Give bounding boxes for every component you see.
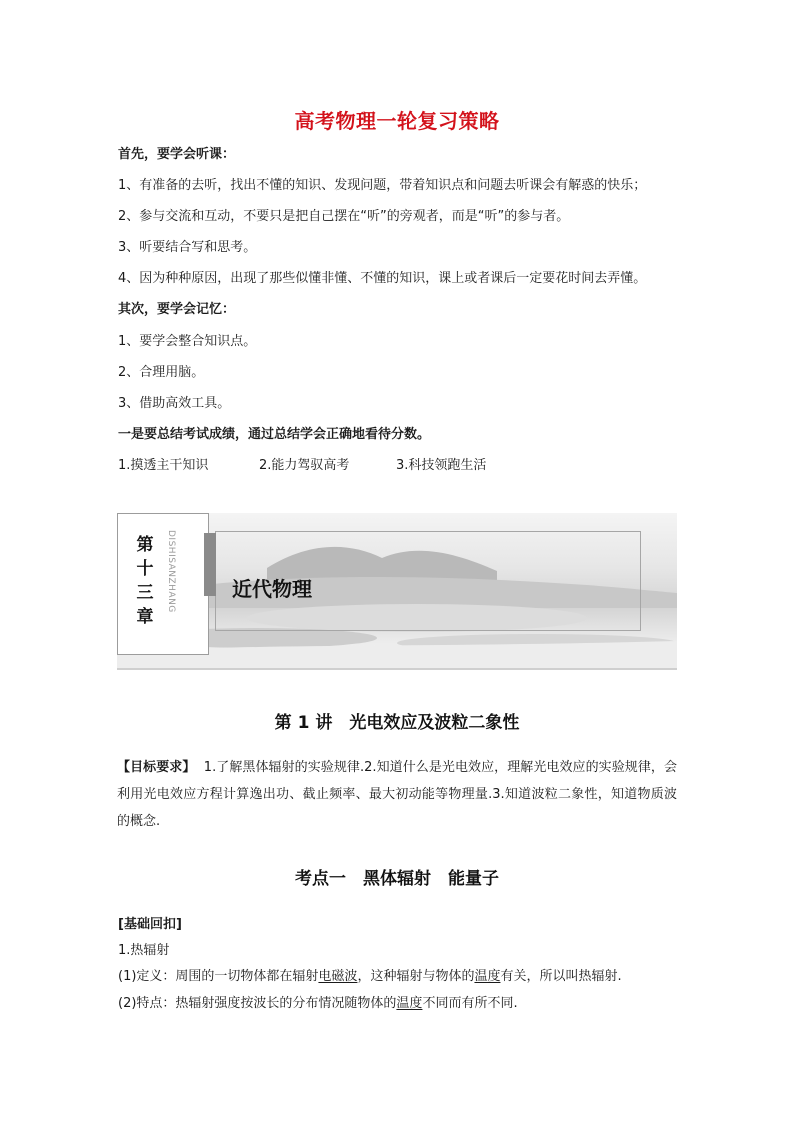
section1-item-1: 1、有准备的去听，找出不懂的知识、发现问题，带着知识点和问题去听课会有解惑的快乐； xyxy=(118,178,647,193)
summary-line: 一是要总结考试成绩，通过总结学会正确地看待分数。 xyxy=(118,427,431,442)
banner-divider xyxy=(117,668,677,670)
objectives-label: 【目标要求】 xyxy=(117,760,196,775)
section1-item-2: 2、参与交流和互动，不要只是把自己摆在“听”的旁观者，而是“听”的参与者。 xyxy=(118,209,570,224)
section1-heading: 首先，要学会听课： xyxy=(118,147,236,162)
chapter-accent-bar xyxy=(204,533,216,596)
basics-label: [基础回扣] xyxy=(118,917,182,932)
answer-blank-temperature-2: 温度 xyxy=(396,996,423,1011)
feature-line: (2)特点：热辐射强度按波长的分布情况随物体的温度不同而有所不同. xyxy=(118,996,518,1011)
topic-title: 考点一 黑体辐射 能量子 xyxy=(295,869,499,889)
section2-item-1: 1、要学会整合知识点。 xyxy=(118,334,257,349)
chapter-pinyin: DISHISANZHANG xyxy=(166,530,176,613)
section2-item-3: 3、借助高效工具。 xyxy=(118,396,231,411)
section2-heading: 其次，要学会记忆： xyxy=(118,302,236,317)
answer-blank-temperature: 温度 xyxy=(474,969,501,984)
section1-item-4: 4、因为种种原因，出现了那些似懂非懂、不懂的知识，课上或者课后一定要花时间去弄懂。 xyxy=(118,271,647,286)
chapter-number: 第 十 三 章 xyxy=(136,535,154,627)
tag-3: 3.科技领跑生活 xyxy=(396,458,487,473)
chapter-title: 近代物理 xyxy=(232,577,312,601)
document-title: 高考物理一轮复习策略 xyxy=(294,109,500,133)
tag-1: 1.摸透主干知识 xyxy=(118,458,209,473)
objectives-paragraph xyxy=(117,754,677,835)
objectives-text: 1.了解黑体辐射的实验规律.2.知道什么是光电效应，理解光电效应的实验规律，会利用光电效应方程计算逸出功、截止频率、最大初动能等物理量.3.知道波粒二象性，知道物质波的概念. xyxy=(117,760,677,829)
definition-line: (1)定义：周围的一切物体都在辐射电磁波，这种辐射与物体的温度有关，所以叫热辐射. xyxy=(118,969,622,984)
tag-2: 2.能力驾驭高考 xyxy=(259,458,350,473)
answer-blank-em-wave: 电磁波 xyxy=(318,969,358,984)
lecture-title: 第 1 讲 光电效应及波粒二象性 xyxy=(274,713,520,733)
section1-item-3: 3、听要结合写和思考。 xyxy=(118,240,257,255)
basics-item-title: 1.热辐射 xyxy=(118,943,170,958)
section2-item-2: 2、合理用脑。 xyxy=(118,365,205,380)
